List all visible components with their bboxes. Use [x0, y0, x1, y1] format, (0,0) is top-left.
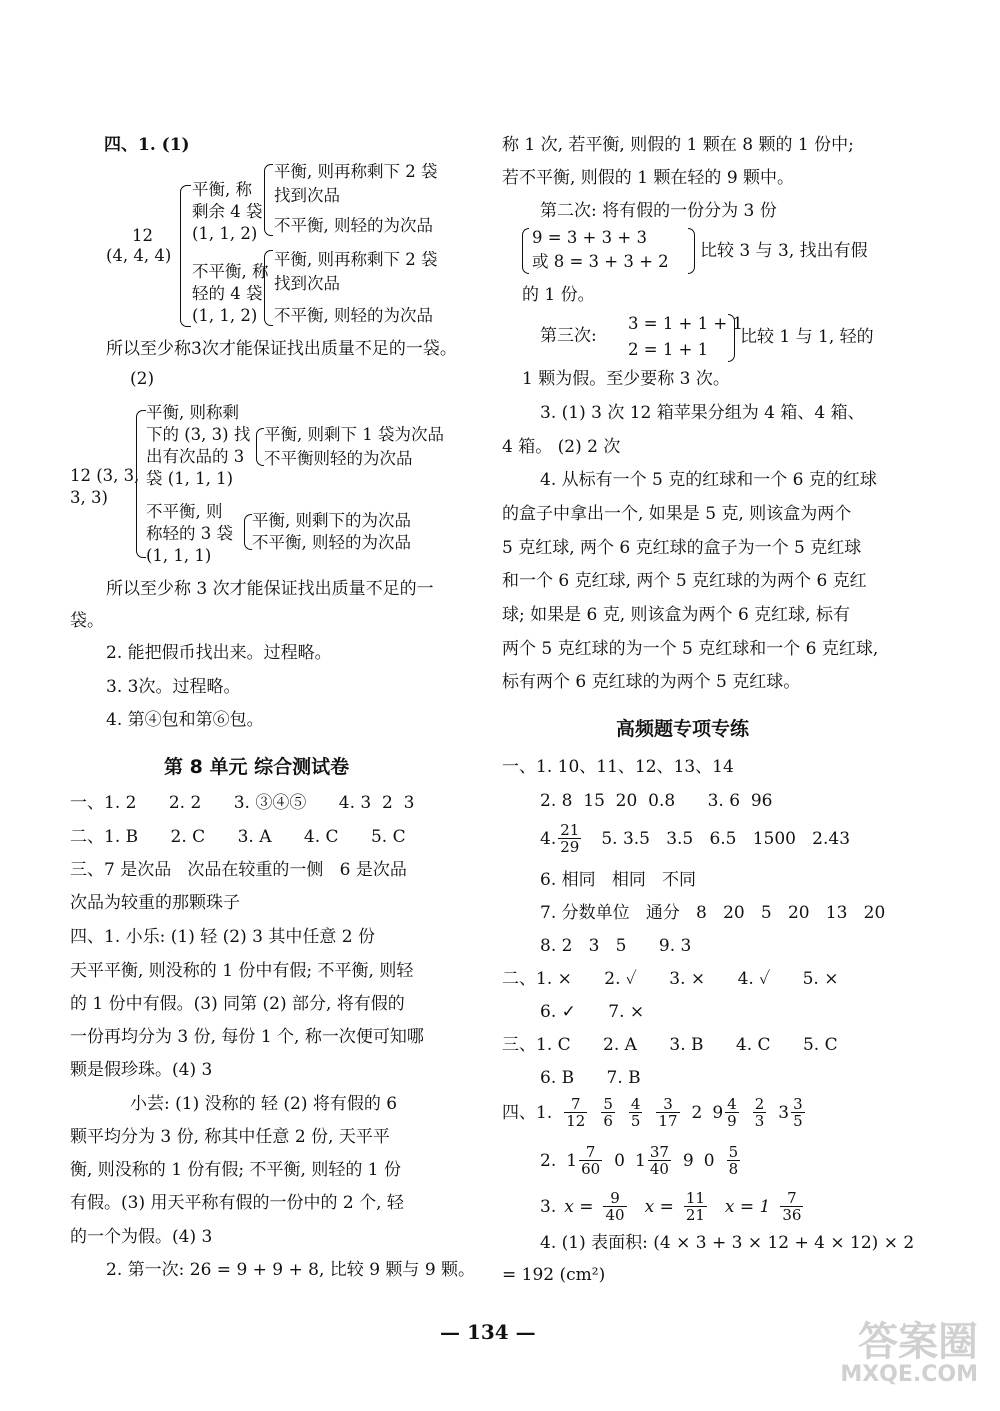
whole: 3 [778, 1102, 790, 1123]
denominator: 60 [581, 1160, 601, 1178]
tree1-branch-b: 不平衡, 称 [192, 262, 269, 281]
fraction-row-2 [540, 1144, 742, 1177]
tree1-b-outcome: 不平衡, 则轻的为次品 [274, 306, 433, 325]
unit-q4-line: 有假。(3) 用天平称有假的一份中的 2 个, 轻 [70, 1193, 404, 1213]
fraction [579, 1144, 602, 1177]
high-freq-title: 高频题专项专练 [616, 718, 750, 740]
tree1-a-outcome: 找到次品 [274, 186, 340, 205]
tree1-b-outcome: 平衡, 则再称剩下 2 袋 [274, 250, 438, 269]
fraction-row-3 [540, 1190, 805, 1223]
tree2-b-outcome: 不平衡, 则轻的为次品 [252, 533, 411, 552]
fraction [725, 1096, 739, 1129]
unit-q4-line: 颗是假珍珠。(4) 3 [70, 1060, 213, 1080]
watermark-url: MXQE.COM [840, 1362, 978, 1387]
equation: 2 = 1 + 1 [628, 340, 709, 359]
conclusion-2-end: 袋。 [70, 611, 104, 631]
fraction [558, 822, 581, 855]
unit-q4-line: 颗平均分为 3 份, 称其中任意 2 份, 天平平 [70, 1127, 390, 1147]
fraction [727, 1144, 741, 1177]
fraction [656, 1096, 679, 1129]
unit-q4-line: 小芸: (1) 没称的 轻 (2) 将有假的 6 [130, 1094, 398, 1114]
whole: 9 [712, 1102, 724, 1123]
hf-line: 4. (1) 表面积: (4 × 3 + 3 × 12 + 4 × 12) × 2 [540, 1233, 915, 1253]
unit-q3-cont: 次品为较重的那颗珠子 [70, 893, 240, 913]
hf-line: = 192 (cm²) [502, 1265, 606, 1285]
tree1-b-outcome: 找到次品 [274, 274, 340, 293]
tree2-branch-a: 袋 (1, 1, 1) [146, 469, 234, 488]
tree2-branch-a: 平衡, 则称剩 [146, 403, 239, 422]
hf-line: 二、1. × 2. ✓ 3. × 4. ✓ 5. × [502, 969, 839, 989]
fraction [601, 1096, 615, 1129]
tree2-branch-a: 出有次品的 3 [146, 447, 245, 466]
denominator: 29 [560, 838, 580, 856]
hf-line: 6. 相同 相同 不同 [540, 870, 697, 890]
answer-4: 4. 第④包和第⑥包。 [106, 710, 264, 730]
denominator: 6 [603, 1112, 613, 1130]
numerator: 21 [560, 821, 580, 839]
right-line: 的盒子中拿出一个, 如果是 5 克, 则该盒为两个 [502, 504, 852, 524]
unit-q4-line: 衡, 则没称的 1 份有假; 不平衡, 则轻的 1 份 [70, 1160, 401, 1180]
numerator: 3 [793, 1095, 803, 1113]
hf-line: 8. 2 3 5 9. 3 [540, 936, 692, 956]
right-line: 4. 从标有一个 5 克的红球和一个 6 克的红球 [540, 470, 877, 490]
page-number: — 134 — [440, 1320, 536, 1344]
equation-lhs: x = [564, 1196, 594, 1217]
denominator: 5 [793, 1112, 803, 1130]
item-num: 2. [540, 1150, 557, 1171]
whole: 1 [566, 1150, 578, 1171]
fraction [648, 1144, 671, 1177]
equation-lhs: x = 1 [724, 1196, 771, 1217]
mixed-number [712, 1096, 740, 1129]
right-line: 标有两个 6 克红球的为两个 5 克红球。 [502, 672, 801, 692]
right-line: 4 箱。 (2) 2 次 [502, 437, 621, 457]
numerator: 4 [630, 1095, 641, 1113]
tree2-a-brace [256, 428, 264, 466]
value: 2 [691, 1102, 703, 1123]
tree2-branch-b: (1, 1, 1) [146, 546, 212, 565]
denominator: 8 [728, 1160, 739, 1178]
tree1-branch-a: 剩余 4 袋 [192, 202, 263, 221]
equation-lhs: x = [644, 1196, 674, 1217]
compare-text: 比较 3 与 3, 找出有假 [700, 241, 868, 261]
unit-q1: 一、1. 2 2. 2 3. ③④⑤ 4. 3 2 3 [70, 793, 415, 813]
tree1-a-brace [264, 164, 273, 236]
tree1-branch-a: 平衡, 称 [192, 180, 252, 199]
item-num: 3. [540, 1196, 557, 1217]
denominator: 5 [630, 1112, 641, 1130]
fraction [603, 1190, 626, 1223]
right-line: 1 颗为假。至少要称 3 次。 [522, 369, 730, 389]
value: 9 [682, 1150, 694, 1171]
denominator: 3 [754, 1112, 765, 1130]
eq-brace-left [522, 228, 529, 274]
denominator: 9 [727, 1112, 737, 1130]
numerator: 4 [727, 1095, 737, 1113]
answer-2: 2. 能把假币找出来。过程略。 [106, 643, 332, 663]
hf-line: 6. ✓ 7. × [540, 1002, 645, 1022]
equation: 9 = 3 + 3 + 3 [532, 228, 647, 247]
fraction [684, 1190, 707, 1223]
unit-q4-line: 天平平衡, 则没称的 1 份中有假; 不平衡, 则轻 [70, 961, 414, 981]
denominator: 36 [782, 1206, 802, 1224]
unit-q4-line: 的一个为假。(4) 3 [70, 1227, 213, 1247]
numerator: 7 [787, 1189, 797, 1207]
numerator: 5 [603, 1095, 613, 1113]
value: 0 [614, 1150, 625, 1171]
numerator: 5 [728, 1143, 739, 1161]
hf-line: 三、1. C 2. A 3. B 4. C 5. C [502, 1035, 838, 1055]
conclusion-1: 所以至少称3次才能保证找出质量不足的一袋。 [106, 339, 457, 359]
tree1-main-brace [180, 185, 191, 327]
whole: 1 [634, 1150, 646, 1171]
fraction-row-1 [502, 1096, 807, 1129]
third-weigh-label: 第三次: [540, 326, 597, 346]
tree2-branch-b: 称轻的 3 袋 [146, 524, 233, 543]
item-num: 4. [540, 828, 557, 849]
hf-line: 一、1. 10、11、12、13、14 [502, 757, 734, 777]
unit-8-title: 第 8 单元 综合测试卷 [164, 756, 350, 778]
tree1-branch-b: 轻的 4 袋 [192, 284, 263, 303]
tree1-branch-b: (1, 1, 2) [192, 306, 258, 325]
tree2-a-outcome: 平衡, 则剩下 1 袋为次品 [264, 425, 444, 444]
watermark-logo: 答案圈 [858, 1319, 978, 1365]
equation: 或 8 = 3 + 3 + 2 [532, 252, 669, 271]
tree1-b-brace [264, 250, 273, 326]
eq-brace-right [728, 314, 735, 362]
tree2-root: 3, 3) [70, 488, 108, 507]
numerator: 3 [663, 1095, 673, 1113]
numerator: 7 [571, 1095, 581, 1113]
denominator: 40 [605, 1206, 625, 1224]
compare-text: 比较 1 与 1, 轻的 [740, 327, 874, 347]
tree2-main-brace [136, 410, 146, 558]
hf-line: 6. B 7. B [540, 1068, 641, 1088]
tree1-root-groups: (4, 4, 4) [106, 246, 172, 265]
right-line: 称 1 次, 若平衡, 则假的 1 颗在 8 颗的 1 份中; [502, 135, 854, 155]
numerator: 11 [685, 1189, 705, 1207]
mixed-number [566, 1144, 604, 1177]
numerator: 37 [649, 1143, 669, 1161]
tree2-b-outcome: 平衡, 则剩下的为次品 [252, 511, 411, 530]
right-line: 第二次: 将有假的一份分为 3 份 [540, 201, 777, 221]
right-line: 两个 5 克红球的为一个 5 克红球和一个 6 克红球, [502, 639, 879, 659]
unit-q4-2: 2. 第一次: 26 = 9 + 9 + 8, 比较 9 颗与 9 颗。 [106, 1260, 476, 1280]
right-line: 3. (1) 3 次 12 箱苹果分组为 4 箱、4 箱、 [540, 403, 865, 423]
right-line: 的 1 份。 [522, 285, 595, 305]
unit-q2: 二、1. B 2. C 3. A 4. C 5. C [70, 827, 406, 847]
right-line: 5 克红球, 两个 6 克红球的盒子为一个 5 克红球 [502, 538, 862, 558]
unit-q4-line: 一份再均分为 3 份, 每份 1 个, 称一次便可知哪 [70, 1027, 424, 1047]
value: 0 [703, 1150, 715, 1171]
hf-text: 5. 3.5 3.5 6.5 1500 2.43 [601, 828, 851, 849]
tree2-branch-b: 不平衡, 则 [146, 502, 223, 521]
tree2-branch-a: 下的 (3, 3) 找 [146, 425, 251, 444]
denominator: 21 [685, 1206, 705, 1224]
fraction [780, 1190, 803, 1223]
fraction [564, 1096, 587, 1129]
tree1-a-outcome: 平衡, 则再称剩下 2 袋 [274, 162, 438, 181]
tree1-a-outcome: 不平衡, 则轻的为次品 [274, 216, 433, 235]
numerator: 9 [610, 1189, 620, 1207]
hf-line-fraction [540, 822, 850, 855]
item-num: 四、1. [502, 1102, 553, 1123]
part-2-label: (2) [130, 369, 155, 389]
right-line: 若不平衡, 则假的 1 颗在轻的 9 颗中。 [502, 168, 795, 188]
unit-q3: 三、7 是次品 次品在较重的一侧 6 是次品 [70, 860, 407, 880]
numerator: 7 [585, 1143, 596, 1161]
equation: 3 = 1 + 1 + 1 [628, 314, 743, 333]
section-4-heading: 四、1. (1) [104, 135, 190, 155]
mixed-number [778, 1096, 806, 1129]
tree1-branch-a: (1, 1, 2) [192, 224, 258, 243]
denominator: 17 [658, 1112, 678, 1130]
tree1-root: 12 [132, 226, 153, 245]
right-line: 球; 如果是 6 克, 则该盒为两个 6 克红球, 标有 [502, 605, 850, 625]
eq-brace-right [688, 228, 695, 274]
unit-q4-line: 四、1. 小乐: (1) 轻 (2) 3 其中任意 2 份 [70, 927, 375, 947]
unit-q4-line: 的 1 份中有假。(3) 同第 (2) 部分, 将有假的 [70, 994, 405, 1014]
hf-line: 2. 8 15 20 0.8 3. 6 96 [540, 791, 773, 811]
fraction [629, 1096, 643, 1129]
numerator: 2 [754, 1095, 765, 1113]
fraction [791, 1096, 805, 1129]
denominator: 12 [566, 1112, 586, 1130]
fraction [753, 1096, 767, 1129]
conclusion-2: 所以至少称 3 次才能保证找出质量不足的一 [106, 579, 434, 599]
hf-line: 7. 分数单位 通分 8 20 5 20 13 20 [540, 903, 886, 923]
tree2-b-brace [244, 514, 252, 550]
tree2-a-outcome: 不平衡则轻的为次品 [264, 449, 413, 468]
denominator: 40 [649, 1160, 669, 1178]
answer-3: 3. 3次。过程略。 [106, 677, 241, 697]
mixed-number [635, 1144, 673, 1177]
tree2-root: 12 (3, 3, [70, 466, 140, 485]
right-line: 和一个 6 克红球, 两个 5 克红球的为两个 6 克红 [502, 571, 867, 591]
